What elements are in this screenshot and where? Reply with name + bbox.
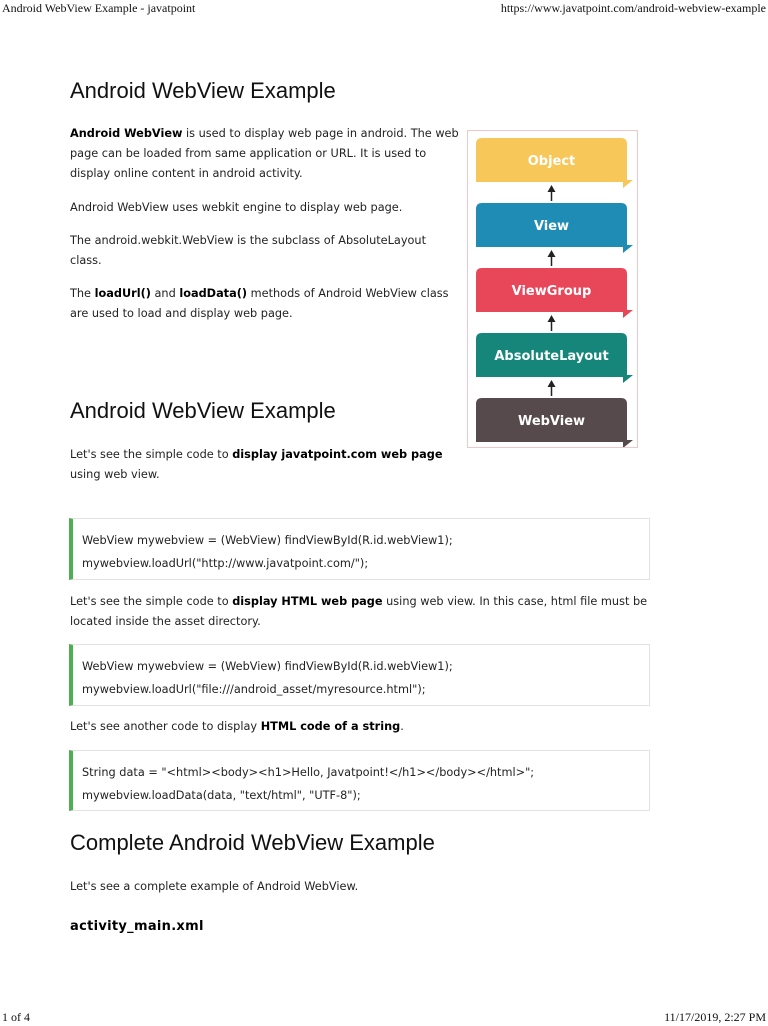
code-block-loaddata xyxy=(69,750,650,811)
display-webpage-bold: display javatpoint.com web page xyxy=(232,448,443,461)
hierarchy-label: AbsoluteLayout xyxy=(494,349,609,364)
page-title: Android WebView Example xyxy=(70,78,336,103)
methods-text-b: and xyxy=(150,287,180,300)
intro-bold-term: Android WebView xyxy=(70,127,183,140)
html-string-intro-a: Let's see another code to display xyxy=(70,720,261,733)
hierarchy-node-absolutelayout xyxy=(476,333,633,383)
code-line: String data = "<html><body><h1>Hello, Javatpoint!</h1></body></html>"; xyxy=(82,766,535,779)
hierarchy-label: WebView xyxy=(517,414,586,429)
code-line: WebView mywebview = (WebView) findViewById(R.id.webView1); xyxy=(82,660,453,673)
intro-text: is used to display web page in android. The web page can be loaded from same application or URL. It is used to display online content in android activity. xyxy=(70,127,459,180)
print-datetime: 11/17/2019, 2:27 PM xyxy=(664,1010,766,1024)
hierarchy-label: View xyxy=(533,219,570,234)
methods-paragraph xyxy=(70,284,460,324)
hierarchy-node-webview xyxy=(476,398,633,447)
hierarchy-node-viewgroup xyxy=(476,268,633,318)
hierarchy-arrow xyxy=(548,185,556,201)
html-string-bold: HTML code of a string xyxy=(260,720,401,733)
display-webpage-intro-a: Let's see the simple code to xyxy=(70,448,233,461)
code-line: mywebview.loadUrl("file:///android_asset/myresource.html"); xyxy=(82,683,426,696)
code-line: WebView mywebview = (WebView) findViewById(R.id.webView1); xyxy=(82,534,453,547)
methods-text-c: methods of Android WebView class are used to load and display web page. xyxy=(70,287,449,320)
class-hierarchy-diagram xyxy=(467,130,638,448)
loaddata-method: loadData() xyxy=(179,287,248,300)
methods-text-a: The xyxy=(70,287,95,300)
class-hierarchy-svg xyxy=(468,131,637,447)
hierarchy-label: ViewGroup xyxy=(511,284,592,299)
display-html-intro xyxy=(70,592,650,632)
loadurl-method: loadUrl() xyxy=(94,287,151,300)
section-heading-simple-example: Android WebView Example xyxy=(70,398,336,423)
display-html-bold: display HTML web page xyxy=(232,595,383,608)
hierarchy-label: Object xyxy=(527,154,576,169)
code-line: mywebview.loadData(data, "text/html", "UTF-8"); xyxy=(82,789,361,802)
display-html-intro-a: Let's see the simple code to xyxy=(70,595,233,608)
display-webpage-intro xyxy=(70,445,460,485)
intro-paragraph xyxy=(70,124,460,184)
display-html-intro-c: using web view. In this case, html file must be located inside the asset directory. xyxy=(70,595,648,628)
html-string-intro-c: . xyxy=(400,720,404,733)
html-string-intro xyxy=(70,717,650,737)
hierarchy-node-view xyxy=(476,203,633,253)
print-header xyxy=(0,1,768,17)
file-heading: activity_main.xml xyxy=(70,919,204,934)
subclass-paragraph: The android.webkit.WebView is the subclass of AbsoluteLayout class. xyxy=(70,234,427,267)
print-page-number: 1 of 4 xyxy=(2,1010,30,1024)
complete-example-intro: Let's see a complete example of Android WebView. xyxy=(70,880,359,893)
section-heading-complete-example: Complete Android WebView Example xyxy=(70,830,435,855)
print-page-title: Android WebView Example - javatpoint xyxy=(2,1,196,15)
hierarchy-node-object xyxy=(476,138,633,188)
hierarchy-arrow xyxy=(548,380,556,396)
code-line: mywebview.loadUrl("http://www.javatpoint.com/"); xyxy=(82,557,369,570)
hierarchy-arrow xyxy=(548,250,556,266)
hierarchy-arrow xyxy=(548,315,556,331)
code-block-asset xyxy=(69,644,650,706)
print-page-url: https://www.javatpoint.com/android-webview-example xyxy=(500,1,766,15)
code-block-loadurl xyxy=(69,518,650,580)
display-webpage-intro-c: using web view. xyxy=(70,468,160,481)
webkit-paragraph: Android WebView uses webkit engine to display web page. xyxy=(70,201,403,214)
